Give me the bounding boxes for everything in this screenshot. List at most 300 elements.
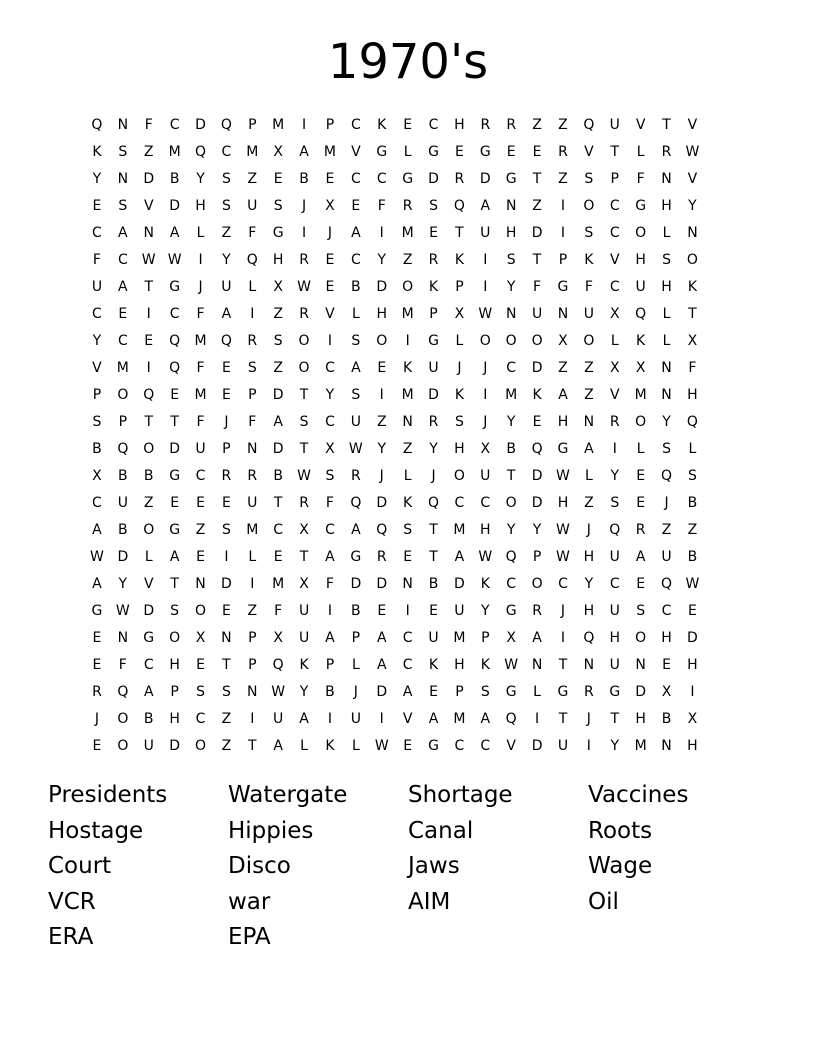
grid-letter: V (609, 251, 620, 268)
word-list-item: Hostage (48, 817, 144, 844)
puzzle-title: 1970's (327, 34, 489, 90)
grid-letter: T (532, 170, 542, 187)
grid-letter: H (635, 251, 646, 268)
word-list-item: Canal (408, 817, 474, 844)
grid-letter: A (118, 224, 128, 241)
grid-letter: T (688, 305, 697, 322)
grid-letter: R (635, 521, 646, 538)
grid-letter: G (428, 332, 439, 349)
grid-letter: O (376, 332, 388, 349)
grid-letter: B (325, 683, 335, 700)
grid-letter: D (195, 116, 206, 133)
grid-letter: I (302, 116, 307, 133)
grid-letter: C (609, 197, 620, 214)
grid-letter: F (325, 575, 334, 592)
grid-letter: L (248, 548, 257, 565)
grid-letter: U (428, 629, 439, 646)
grid-letter: D (169, 737, 180, 754)
grid-letter: X (687, 332, 698, 349)
grid-letter: R (299, 494, 309, 511)
grid-letter: H (609, 629, 621, 646)
grid-letter: I (198, 251, 203, 268)
grid-letter: U (91, 278, 103, 295)
grid-letter: S (299, 413, 309, 430)
grid-letter: X (480, 440, 491, 457)
grid-letter: P (325, 656, 335, 673)
grid-letter: Q (583, 629, 595, 646)
grid-letter: E (351, 197, 361, 214)
grid-letter: M (505, 386, 518, 403)
grid-letter: Q (376, 521, 388, 538)
grid-letter: U (298, 602, 310, 619)
grid-letter: T (170, 413, 179, 430)
grid-letter: V (635, 116, 646, 133)
grid-letter: J (586, 710, 591, 727)
grid-letter: J (431, 467, 436, 484)
grid-letter: H (454, 656, 465, 673)
grid-letter: T (144, 278, 153, 295)
grid-letter: F (196, 359, 205, 376)
grid-letter: G (169, 467, 181, 484)
grid-letter: V (584, 143, 594, 160)
grid-letter: E (221, 602, 231, 619)
grid-letter: O (686, 251, 698, 268)
grid-letter: I (379, 710, 384, 727)
grid-letter: N (195, 575, 206, 592)
grid-row (84, 435, 734, 462)
grid-letter: E (325, 251, 335, 268)
grid-letter: E (196, 656, 205, 673)
grid-letter: C (480, 737, 491, 754)
grid-letter: Q (350, 494, 362, 511)
grid-letter: N (221, 629, 232, 646)
grid-letter: H (687, 386, 698, 403)
grid-letter: D (376, 278, 388, 295)
grid-letter: A (376, 656, 387, 673)
grid-letter: J (353, 683, 358, 700)
grid-letter: B (299, 170, 309, 187)
grid-letter: C (350, 251, 361, 268)
grid-letter: Y (299, 683, 309, 700)
grid-letter: E (403, 737, 413, 754)
grid-letter: U (454, 602, 465, 619)
grid-letter: V (687, 116, 698, 133)
grid-letter: Y (118, 575, 128, 592)
grid-letter: C (454, 737, 465, 754)
grid-letter: S (118, 143, 128, 160)
grid-letter: Y (506, 278, 516, 295)
grid-letter: E (429, 602, 438, 619)
grid-letter: P (222, 440, 231, 457)
grid-letter: B (428, 575, 439, 592)
grid-letter: E (454, 143, 464, 160)
grid-letter: B (506, 440, 516, 457)
grid-letter: L (351, 656, 360, 673)
grid-letter: Z (221, 224, 232, 241)
grid-letter: M (116, 359, 129, 376)
grid-letter: D (454, 575, 465, 592)
grid-letter: T (506, 467, 516, 484)
grid-letter: O (635, 629, 647, 646)
grid-letter: O (531, 575, 543, 592)
grid-letter: I (146, 305, 151, 322)
grid-letter: C (325, 521, 335, 538)
grid-letter: C (169, 116, 180, 133)
grid-letter: Y (610, 737, 620, 754)
grid-letter: N (117, 116, 129, 133)
grid-letter: U (273, 710, 284, 727)
grid-row (84, 408, 734, 435)
grid-letter: M (634, 737, 647, 754)
grid-letter: H (687, 656, 698, 673)
word-list-item: Presidents (48, 782, 168, 808)
grid-letter: G (505, 683, 517, 700)
grid-letter: Y (377, 440, 387, 457)
grid-letter: D (350, 575, 362, 592)
grid-row (84, 678, 734, 705)
grid-letter: J (664, 494, 669, 511)
grid-letter: F (144, 116, 153, 133)
grid-letter: C (221, 143, 232, 160)
grid-letter: Z (402, 440, 413, 457)
grid-row (84, 570, 734, 597)
grid-letter: R (506, 116, 517, 133)
grid-letter: I (690, 683, 695, 700)
grid-letter: L (533, 683, 541, 700)
word-list-item: Wage (588, 853, 653, 879)
grid-letter: D (376, 575, 388, 592)
grid-row (84, 246, 734, 273)
grid-letter: T (532, 251, 542, 268)
grid-row (84, 381, 734, 408)
grid-letter: S (273, 332, 283, 349)
grid-letter: X (609, 305, 620, 322)
grid-letter: S (92, 413, 102, 430)
grid-letter: K (532, 386, 542, 403)
grid-letter: T (455, 224, 464, 241)
grid-letter: R (221, 467, 232, 484)
grid-letter: D (531, 224, 543, 241)
grid-letter: D (428, 170, 439, 187)
grid-letter: O (505, 332, 517, 349)
grid-letter: Y (429, 440, 438, 457)
grid-letter: Z (584, 494, 594, 511)
grid-row (84, 192, 734, 219)
grid-letter: Q (272, 656, 284, 673)
word-list-item: Vaccines (588, 782, 689, 808)
grid-letter: F (118, 656, 127, 673)
grid-letter: M (246, 521, 259, 538)
grid-letter: T (429, 548, 438, 565)
grid-letter: I (560, 224, 566, 241)
grid-letter: A (635, 548, 646, 565)
grid-row (84, 624, 734, 651)
grid-letter: X (92, 467, 102, 484)
grid-letter: C (350, 116, 361, 133)
grid-letter: A (480, 710, 491, 727)
grid-letter: Q (117, 440, 129, 457)
grid-letter: Q (635, 305, 647, 322)
grid-letter: G (272, 224, 284, 241)
grid-letter: N (661, 170, 672, 187)
grid-letter: R (532, 602, 542, 619)
grid-row (84, 732, 734, 759)
grid-letter: W (167, 251, 182, 268)
grid-letter: B (351, 278, 361, 295)
grid-letter: U (117, 494, 128, 511)
grid-letter: U (609, 656, 620, 673)
grid-letter: E (92, 197, 102, 214)
word-list-item: Disco (228, 853, 291, 879)
grid-letter: Y (92, 332, 102, 349)
grid-letter: W (348, 440, 363, 457)
grid-letter: Y (506, 521, 516, 538)
grid-letter: G (635, 197, 647, 214)
grid-letter: L (662, 224, 671, 241)
grid-letter: P (118, 413, 128, 430)
grid-letter: K (454, 251, 464, 268)
grid-letter: F (274, 602, 283, 619)
grid-letter: J (586, 521, 591, 538)
grid-letter: H (583, 602, 595, 619)
grid-letter: Z (558, 116, 568, 133)
grid-letter: F (248, 413, 257, 430)
grid-letter: T (558, 710, 568, 727)
grid-letter: I (250, 575, 255, 592)
grid-letter: V (92, 359, 102, 376)
grid-letter: E (92, 737, 102, 754)
grid-row (84, 597, 734, 624)
grid-letter: Q (428, 494, 440, 511)
grid-letter: Y (584, 575, 594, 592)
grid-letter: V (506, 737, 516, 754)
grid-letter: E (196, 494, 205, 511)
grid-letter: R (558, 143, 568, 160)
grid-letter: U (350, 413, 361, 430)
grid-letter: U (247, 494, 258, 511)
grid-letter: W (141, 251, 156, 268)
grid-letter: Q (143, 386, 155, 403)
grid-letter: D (117, 548, 129, 565)
grid-letter: A (118, 278, 128, 295)
grid-letter: V (325, 305, 335, 322)
grid-letter: O (169, 629, 181, 646)
grid-letter: P (481, 629, 490, 646)
grid-letter: W (271, 683, 286, 700)
grid-letter: R (584, 683, 594, 700)
grid-letter: L (403, 467, 412, 484)
grid-letter: W (115, 602, 130, 619)
grid-letter: L (636, 440, 645, 457)
grid-letter: F (248, 224, 257, 241)
grid-letter: E (688, 602, 697, 619)
grid-letter: I (483, 386, 488, 403)
grid-letter: Q (661, 575, 673, 592)
grid-letter: X (558, 332, 568, 349)
grid-letter: D (376, 494, 388, 511)
grid-letter: Q (169, 332, 181, 349)
grid-letter: H (169, 656, 180, 673)
grid-letter: F (325, 494, 334, 511)
grid-letter: A (325, 629, 335, 646)
grid-letter: A (351, 224, 361, 241)
grid-letter: C (558, 575, 568, 592)
grid-letter: P (170, 683, 179, 700)
grid-letter: P (558, 251, 568, 268)
grid-letter: B (661, 710, 672, 727)
grid-letter: X (299, 575, 309, 592)
grid-letter: L (688, 440, 697, 457)
grid-letter: N (661, 359, 672, 376)
grid-letter: I (560, 629, 566, 646)
grid-letter: H (557, 413, 569, 430)
grid-letter: G (609, 683, 621, 700)
grid-letter: R (661, 143, 672, 160)
grid-letter: E (92, 629, 102, 646)
grid-letter: M (194, 332, 207, 349)
grid-letter: V (687, 170, 698, 187)
word-list-item: Oil (588, 888, 619, 915)
grid-letter: L (351, 737, 360, 754)
grid-letter: R (247, 332, 258, 349)
grid-letter: B (169, 170, 180, 187)
grid-letter: D (143, 170, 155, 187)
grid-letter: T (299, 548, 309, 565)
grid-letter: N (505, 305, 517, 322)
grid-letter: D (169, 197, 180, 214)
grid-letter: V (143, 197, 154, 214)
grid-letter: N (247, 440, 258, 457)
grid-letter: O (583, 197, 595, 214)
grid-letter: C (195, 467, 206, 484)
grid-letter: K (687, 278, 698, 295)
grid-letter: Z (273, 359, 283, 376)
grid-letter: F (196, 305, 205, 322)
grid-letter: G (505, 602, 517, 619)
grid-letter: A (402, 683, 413, 700)
grid-letter: K (403, 359, 413, 376)
grid-letter: K (636, 332, 646, 349)
grid-letter: I (327, 332, 333, 349)
grid-letter: E (662, 656, 671, 673)
grid-letter: Q (117, 683, 129, 700)
grid-letter: Q (609, 521, 621, 538)
grid-letter: X (506, 629, 516, 646)
grid-letter: X (273, 143, 283, 160)
grid-letter: G (557, 278, 569, 295)
grid-letter: S (221, 170, 231, 187)
grid-letter: I (379, 224, 384, 241)
grid-letter: K (584, 251, 594, 268)
word-list-item: AIM (408, 888, 451, 915)
grid-letter: M (401, 305, 414, 322)
grid-letter: X (299, 521, 309, 538)
grid-letter: D (531, 467, 543, 484)
grid-letter: K (403, 494, 413, 511)
grid-letter: M (272, 575, 285, 592)
grid-letter: C (92, 494, 102, 511)
grid-letter: A (92, 575, 102, 592)
grid-letter: N (635, 656, 646, 673)
grid-letter: Q (194, 143, 207, 160)
grid-letter: Z (584, 386, 594, 403)
grid-letter: E (377, 602, 387, 619)
grid-letter: E (273, 170, 283, 187)
grid-letter: S (273, 197, 283, 214)
grid-letter: G (557, 440, 569, 457)
grid-letter: E (429, 224, 438, 241)
grid-letter: Q (220, 332, 232, 349)
grid-letter: C (428, 116, 439, 133)
grid-letter: D (376, 683, 388, 700)
grid-letter: S (221, 521, 231, 538)
grid-letter: L (610, 332, 619, 349)
grid-letter: K (92, 143, 102, 160)
grid-letter: Z (584, 359, 594, 376)
letter-grid (84, 111, 734, 759)
grid-letter: D (143, 602, 155, 619)
grid-letter: B (687, 548, 698, 565)
grid-letter: Z (247, 602, 258, 619)
grid-letter: E (221, 386, 231, 403)
grid-letter: E (636, 575, 646, 592)
grid-letter: O (635, 413, 647, 430)
grid-letter: A (299, 710, 309, 727)
grid-letter: N (583, 656, 595, 673)
grid-letter: F (533, 278, 542, 295)
grid-letter: R (454, 170, 465, 187)
grid-letter: E (429, 683, 438, 700)
grid-letter: I (586, 737, 591, 754)
grid-letter: C (325, 413, 335, 430)
grid-letter: I (379, 386, 384, 403)
grid-letter: X (195, 629, 206, 646)
grid-letter: S (662, 251, 671, 268)
grid-row (84, 219, 734, 246)
grid-letter: G (428, 737, 439, 754)
grid-letter: F (636, 170, 645, 187)
grid-letter: T (429, 521, 438, 538)
grid-letter: D (531, 737, 543, 754)
grid-letter: Z (402, 251, 413, 268)
grid-letter: Y (662, 413, 671, 430)
grid-letter: U (609, 116, 620, 133)
grid-letter: W (90, 548, 104, 565)
grid-letter: O (143, 440, 155, 457)
grid-letter: S (170, 602, 180, 619)
grid-letter: T (299, 386, 309, 403)
grid-letter: C (195, 710, 206, 727)
grid-letter: D (635, 683, 647, 700)
grid-letter: S (454, 413, 464, 430)
grid-letter: U (609, 548, 620, 565)
grid-letter: D (428, 386, 439, 403)
grid-letter: I (327, 710, 333, 727)
grid-letter: E (221, 494, 231, 511)
grid-letter: W (374, 737, 389, 754)
grid-letter: F (584, 278, 593, 295)
grid-letter: U (635, 278, 646, 295)
grid-letter: C (609, 278, 620, 295)
grid-letter: A (325, 548, 335, 565)
grid-row (84, 300, 734, 327)
grid-letter: O (194, 602, 207, 619)
grid-letter: M (401, 386, 414, 403)
word-list-item: Jaws (408, 853, 460, 879)
grid-letter: X (454, 305, 465, 322)
grid-letter: S (351, 332, 361, 349)
grid-letter: N (117, 629, 129, 646)
